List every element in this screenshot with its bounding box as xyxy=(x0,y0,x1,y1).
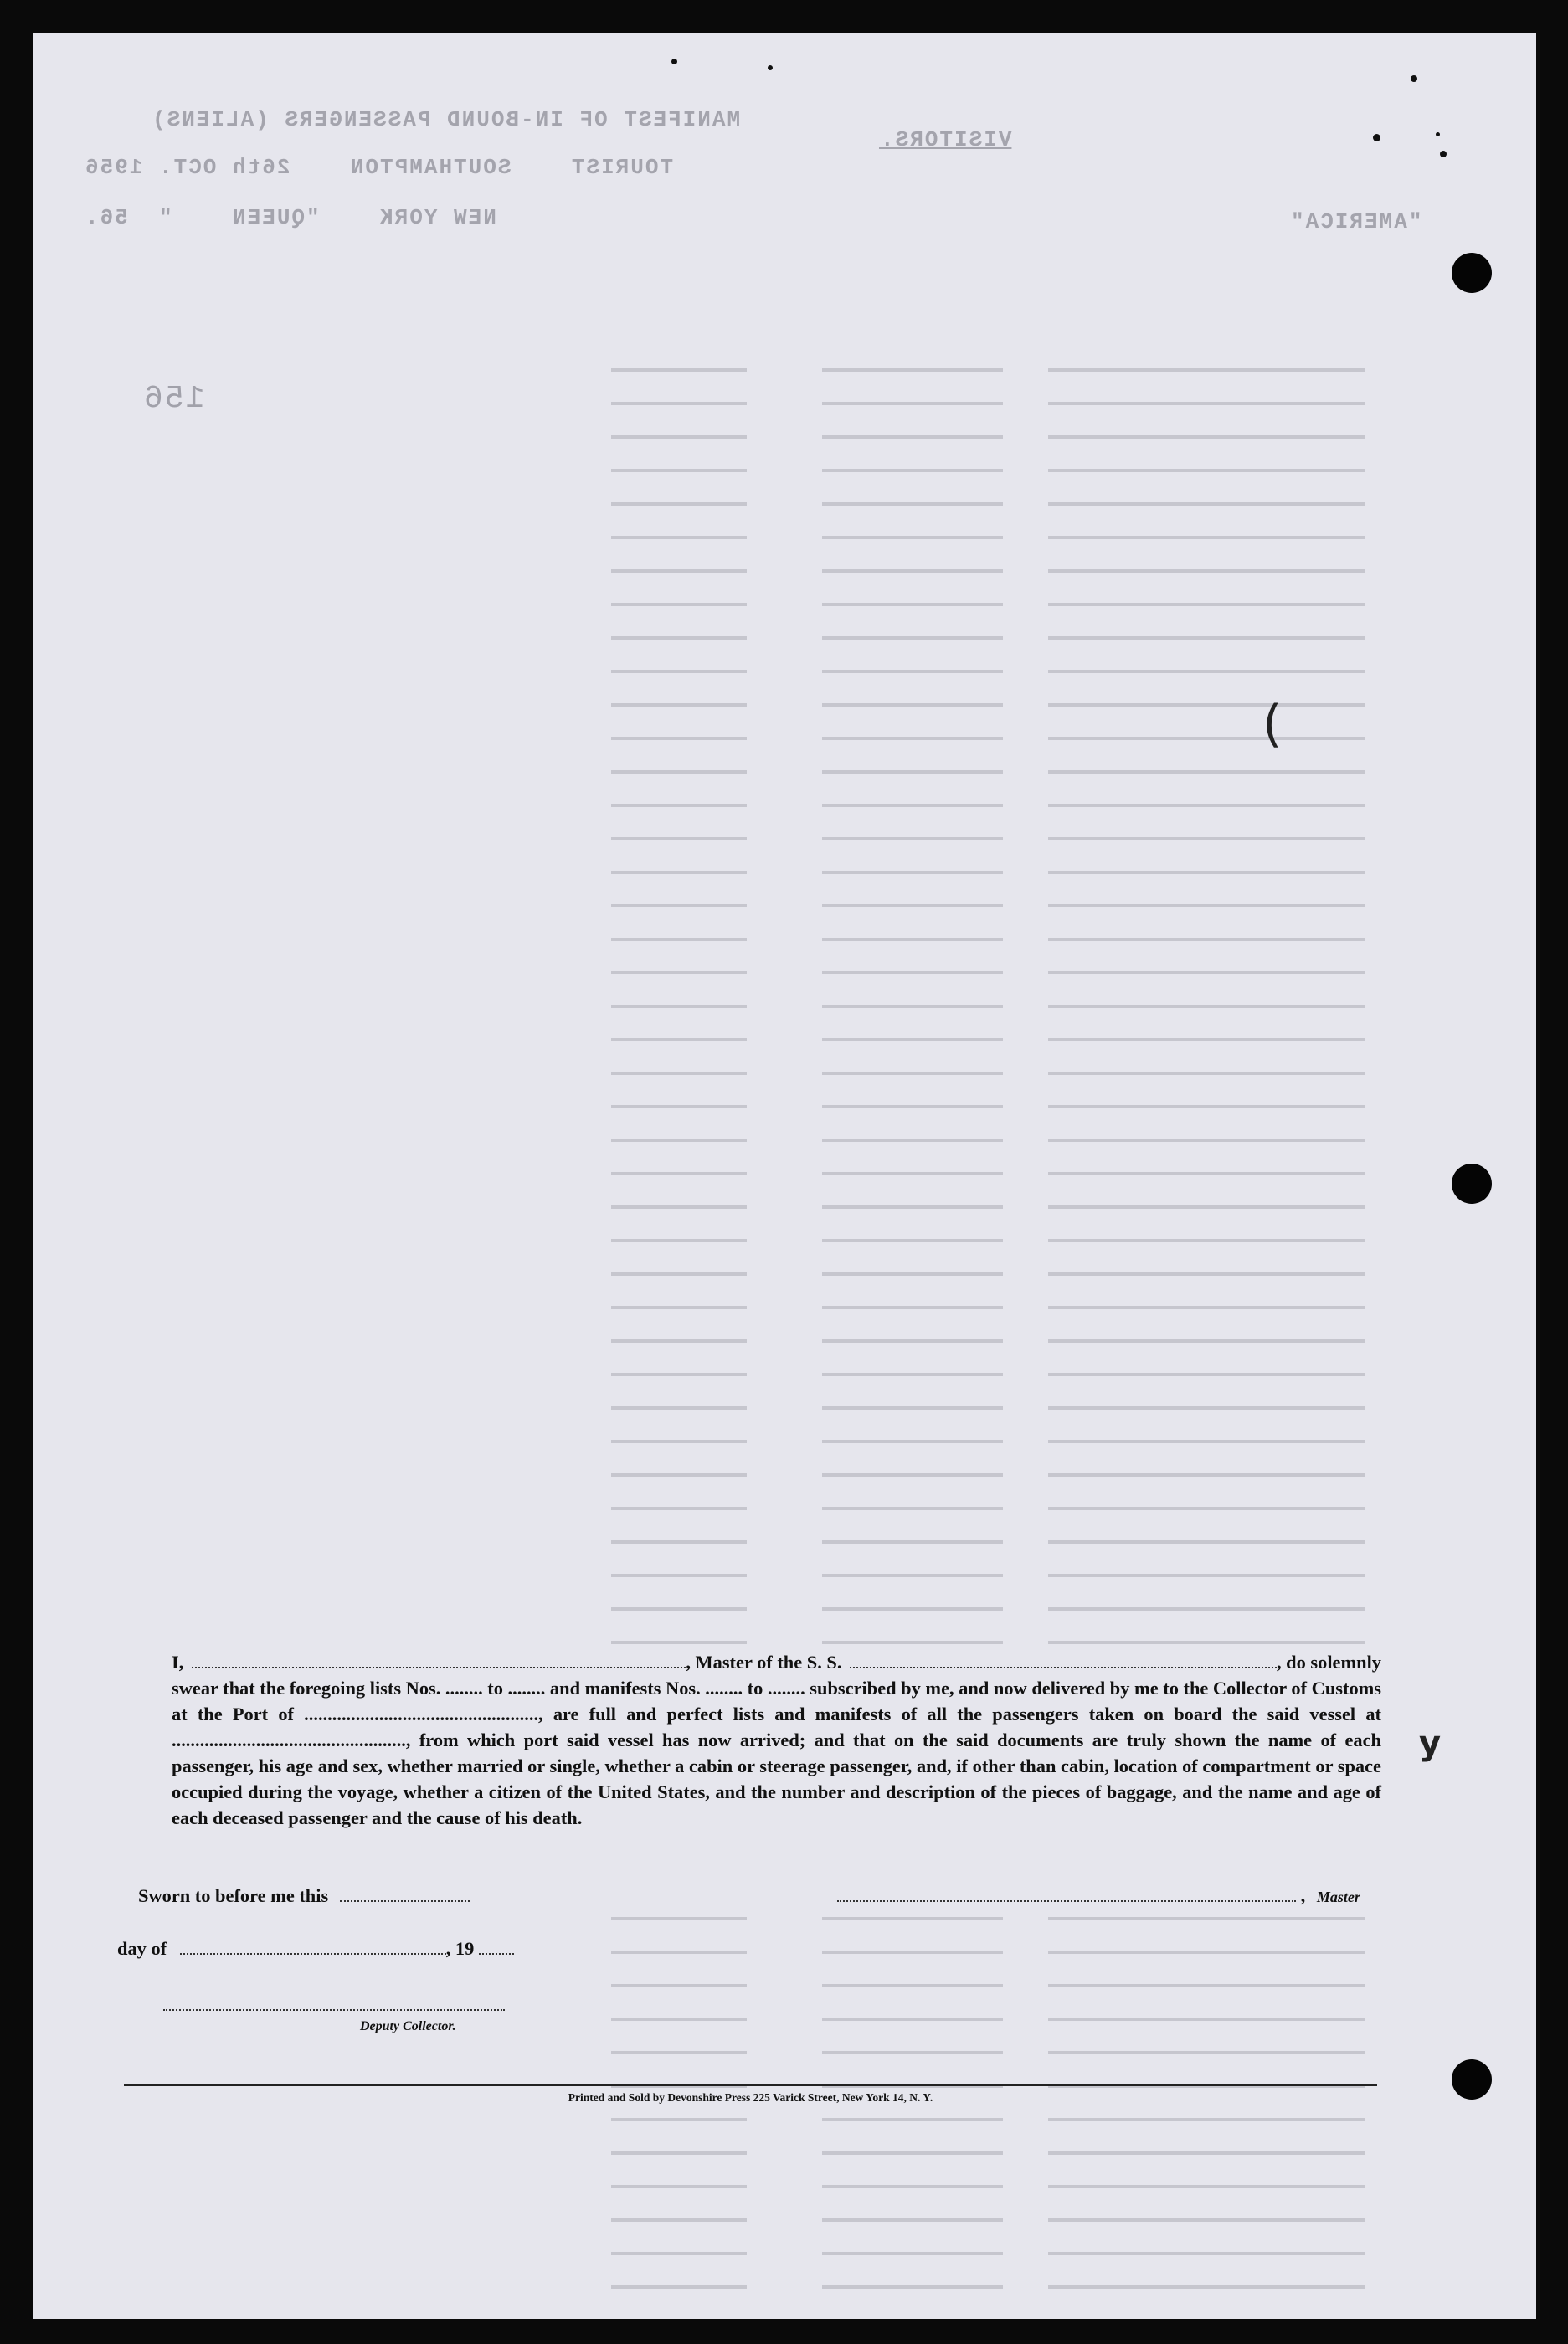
master-signature-row xyxy=(837,1885,1360,1907)
oath-master-of-ss: , Master of the S. S. xyxy=(686,1652,842,1673)
master-label: Master xyxy=(1316,1889,1360,1905)
footer-rule xyxy=(124,2084,1377,2086)
sworn-label: Sworn to before me this xyxy=(138,1885,329,1906)
deputy-collector-signature-field[interactable] xyxy=(163,1994,505,2011)
deputy-collector-label-row xyxy=(360,2013,456,2035)
day-of-label: day of xyxy=(117,1938,167,1959)
handwritten-margin-mark: y xyxy=(1419,1725,1442,1763)
punch-hole-top xyxy=(1452,253,1492,293)
master-oath-block xyxy=(172,1649,1381,1831)
ink-speck xyxy=(768,65,773,70)
ink-speck xyxy=(1436,132,1440,136)
printer-credit: Printed and Sold by Devonshire Press 225 Varick Street, New York 14, N. Y. xyxy=(568,2091,933,2104)
master-signature-field[interactable] xyxy=(837,1885,1296,1902)
year-prefix: , 19 xyxy=(445,1938,475,1959)
sworn-date-field[interactable] xyxy=(340,1885,470,1902)
bleed-header-3: NEW YORK "QUEEN " 56. xyxy=(84,205,496,230)
day-of-row xyxy=(117,1938,514,1960)
vessel-name-field[interactable] xyxy=(850,1652,1277,1668)
ink-speck xyxy=(1411,75,1417,82)
ink-speck xyxy=(671,59,677,64)
punch-hole-middle xyxy=(1452,1164,1492,1204)
ink-speck xyxy=(1373,134,1380,141)
master-signature-comma: , xyxy=(1300,1885,1306,1906)
oath-i-label: I, xyxy=(172,1652,184,1673)
bleed-ship-name: "AMERICA" xyxy=(1289,209,1422,234)
ink-speck xyxy=(1440,151,1447,157)
day-of-field[interactable] xyxy=(180,1938,446,1955)
oath-body: swear that the foregoing lists Nos. ........ to ........ and manifests Nos. ........ to ........ subscribed by me, and now delivered by me to the Collector of Customs at the Port of .................................................., are full and perfect lists and manifests of all the passengers taken on board the said vessel at .................................................., from which port said vessel has now arrived; and that on the said documents are truly shown the name of each passenger, his age and sex, whether married or single, whether a cabin or steerage passenger, and, if other than cabin, location of compartment or space occupied during the voyage, whether a citizen of the United States, and the number and description of the pieces of baggage, and the name and age of each deceased passenger and the cause of his death. xyxy=(172,1678,1382,1828)
deputy-collector-label: Deputy Collector. xyxy=(360,2019,456,2033)
bleed-list-texture xyxy=(611,352,1365,1658)
oath-first-line xyxy=(172,1649,1381,1675)
sworn-row xyxy=(138,1885,470,1907)
manifest-page xyxy=(33,33,1536,2319)
handwritten-bracket-mark: ( xyxy=(1262,695,1283,753)
master-name-field[interactable] xyxy=(192,1652,686,1668)
year-field[interactable] xyxy=(479,1938,514,1955)
bleed-header-2: TOURIST SOUTHAMPTON 26th OCT. 1956 xyxy=(84,155,674,180)
bleed-header-1: MANIFEST OF IN-BOUND PASSENGERS (ALIENS) xyxy=(151,107,741,132)
bleed-page-number: 156 xyxy=(142,381,205,417)
oath-do-solemnly: , do solemnly xyxy=(1276,1652,1381,1673)
bleed-visitors: VISITORS. xyxy=(879,127,1012,152)
punch-hole-bottom xyxy=(1452,2059,1492,2100)
